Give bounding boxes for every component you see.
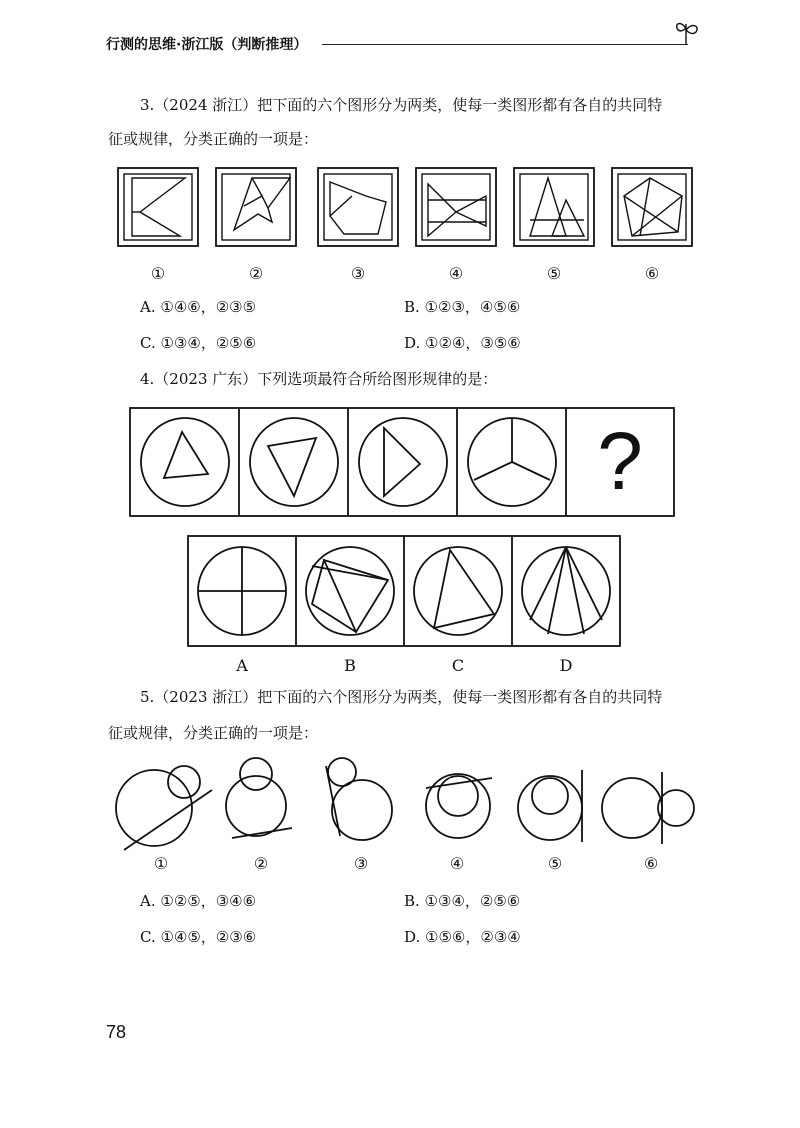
q5-figure-5 (518, 770, 582, 842)
q5-label-6: ⑥ (643, 854, 659, 873)
page-number: 78 (106, 1022, 127, 1042)
q3-label-5: ⑤ (546, 264, 562, 283)
q5-label-2: ② (253, 854, 269, 873)
q5-figure-6 (602, 772, 694, 844)
q4-figure-1 (141, 418, 229, 506)
q5-figure-1 (116, 766, 212, 850)
q3-option-b[interactable]: B. ①②③，④⑤⑥ (404, 298, 521, 316)
q3-label-4: ④ (448, 264, 464, 283)
q3-option-c[interactable]: C. ①③④，②⑤⑥ (140, 334, 257, 352)
q5-figure-4 (426, 774, 492, 838)
q3-option-d[interactable]: D. ①②④，③⑤⑥ (404, 334, 521, 352)
q5-option-d[interactable]: D. ①⑤⑥，②③④ (404, 928, 521, 946)
q5-option-b[interactable]: B. ①③④，②⑤⑥ (404, 892, 521, 910)
q4-question-mark: ? (597, 416, 643, 507)
q3-label-1: ① (150, 264, 166, 283)
q3-stem-line2: 征或规律，分类正确的一项是： (108, 130, 319, 148)
running-header: 行测的思维·浙江版（判断推理） (106, 37, 308, 53)
q4-figure-2 (250, 418, 338, 506)
q4-label-a[interactable]: A (236, 656, 248, 675)
q3-label-2: ② (248, 264, 264, 283)
q5-stem-line1: 5.（2023 浙江）把下面的六个图形分为两类，使每一类图形都有各自的共同特 (140, 688, 663, 706)
q5-option-a[interactable]: A. ①②⑤，③④⑥ (140, 892, 257, 910)
q3-figure-4 (416, 168, 496, 246)
q5-stem-line2: 征或规律，分类正确的一项是： (108, 724, 319, 742)
q4-label-b[interactable]: B (344, 656, 356, 675)
q5-figure-3 (326, 758, 392, 840)
q4-figure-3 (359, 418, 447, 506)
q3-stem-line1: 3.（2024 浙江）把下面的六个图形分为两类，使每一类图形都有各自的共同特 (140, 96, 663, 114)
sprout-icon (677, 24, 697, 44)
q4-figure-4 (468, 418, 556, 506)
q5-option-c[interactable]: C. ①④⑤，②③⑥ (140, 928, 257, 946)
q3-label-3: ③ (350, 264, 366, 283)
q4-option-d-figure (522, 547, 610, 635)
q3-label-6: ⑥ (644, 264, 660, 283)
q5-label-1: ① (153, 854, 169, 873)
q4-option-c-figure (414, 547, 502, 635)
q4-option-a-figure (198, 547, 286, 635)
q5-label-5: ⑤ (547, 854, 563, 873)
q3-figure-2 (216, 168, 296, 246)
q3-figure-1 (118, 168, 198, 246)
q4-option-b-figure (306, 547, 394, 635)
q3-option-a[interactable]: A. ①④⑥，②③⑤ (140, 298, 257, 316)
q5-label-4: ④ (449, 854, 465, 873)
q4-label-c[interactable]: C (451, 656, 465, 675)
q3-figure-3 (318, 168, 398, 246)
q5-label-3: ③ (353, 854, 369, 873)
q4-label-d[interactable]: D (559, 656, 573, 675)
q4-stem: 4.（2023 广东）下列选项最符合所给图形规律的是： (140, 370, 498, 388)
q3-figure-6 (612, 168, 692, 246)
q5-figure-2 (226, 758, 292, 838)
q3-figure-5 (514, 168, 594, 246)
